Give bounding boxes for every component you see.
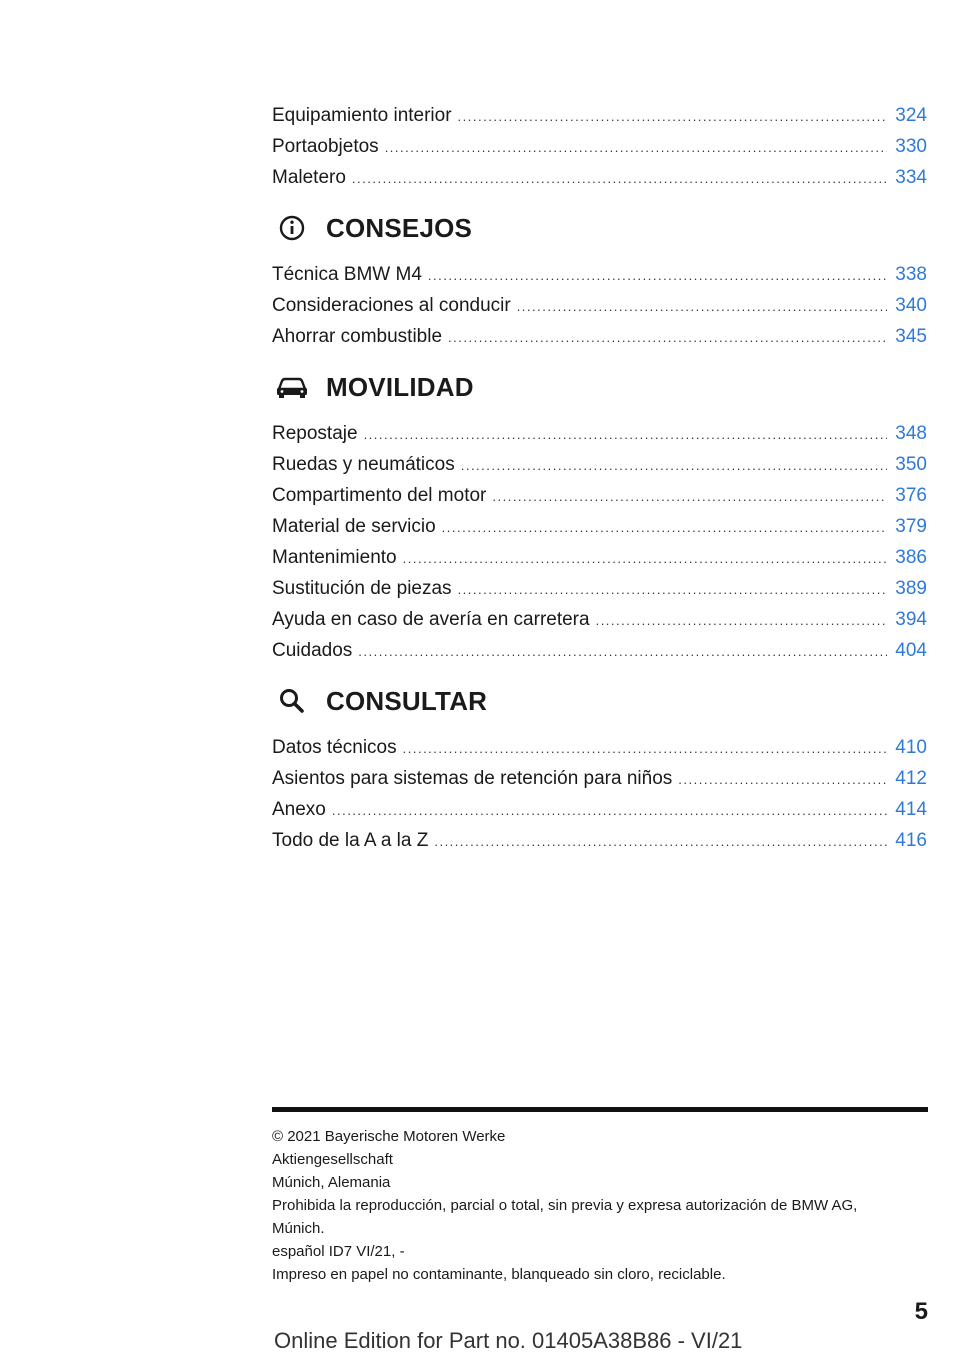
toc-page-link[interactable]: 345 — [895, 326, 927, 347]
toc-entry[interactable] — [272, 635, 927, 666]
toc-entry[interactable] — [272, 418, 927, 449]
toc-entry[interactable] — [272, 573, 927, 604]
toc-page-link[interactable]: 404 — [895, 640, 927, 661]
toc-page-link[interactable]: 376 — [895, 485, 927, 506]
toc-intro-list — [272, 100, 927, 193]
dot-leader — [364, 419, 888, 450]
toc-page-link[interactable]: 412 — [895, 768, 927, 789]
dot-leader — [403, 733, 888, 764]
imprint — [272, 1125, 928, 1286]
toc-page-link[interactable]: 330 — [895, 136, 927, 157]
section-consejos — [272, 203, 927, 352]
dot-leader — [448, 322, 887, 353]
toc-entry-title: Portaobjetos — [272, 136, 379, 157]
toc-entry-title: Todo de la A a la Z — [272, 830, 429, 851]
imprint-line: Prohibida la reproducción, parcial o total, sin previa y expresa autorización de BMW AG, — [272, 1197, 858, 1214]
dot-leader — [352, 163, 887, 194]
toc-entry[interactable] — [272, 480, 927, 511]
toc-page-link[interactable]: 394 — [895, 609, 927, 630]
toc-entry[interactable] — [272, 511, 927, 542]
search-icon — [272, 681, 312, 721]
dot-leader — [358, 636, 887, 667]
table-of-contents — [272, 100, 927, 856]
toc-entry-title: Maletero — [272, 167, 346, 188]
toc-page-link[interactable]: 389 — [895, 578, 927, 599]
toc-entry-title: Técnica BMW M4 — [272, 264, 422, 285]
toc-entry-title: Consideraciones al conducir — [272, 295, 511, 316]
imprint-line: © 2021 Bayerische Motoren Werke — [272, 1128, 506, 1145]
toc-entry-title: Anexo — [272, 799, 326, 820]
section-consultar — [272, 676, 927, 856]
toc-entry[interactable] — [272, 732, 927, 763]
toc-page-link[interactable]: 340 — [895, 295, 927, 316]
page-number: 5 — [914, 1298, 928, 1325]
dot-leader — [458, 101, 888, 132]
dot-leader — [461, 450, 888, 481]
imprint-line: Múnich. — [272, 1220, 325, 1237]
toc-entry-title: Ruedas y neumáticos — [272, 454, 455, 475]
toc-entry[interactable] — [272, 259, 927, 290]
toc-entry-title: Compartimento del motor — [272, 485, 487, 506]
imprint-line: Impreso en papel no contaminante, blanqueado sin cloro, reciclable. — [272, 1266, 726, 1283]
dot-leader — [428, 260, 887, 291]
dot-leader — [678, 764, 887, 795]
dot-leader — [434, 826, 887, 857]
toc-entry[interactable] — [272, 825, 927, 856]
toc-page-link[interactable]: 379 — [895, 516, 927, 537]
toc-entry-title: Asientos para sistemas de retención para niños — [272, 768, 673, 789]
section-movilidad — [272, 362, 927, 666]
toc-page-link[interactable]: 338 — [895, 264, 927, 285]
toc-entry[interactable] — [272, 449, 927, 480]
section-header — [272, 203, 927, 253]
imprint-line: Múnich, Alemania — [272, 1174, 391, 1191]
dot-leader — [385, 132, 888, 163]
toc-entry[interactable] — [272, 794, 927, 825]
toc-page-link[interactable]: 414 — [895, 799, 927, 820]
section-title: CONSEJOS — [326, 212, 473, 243]
section-title: CONSULTAR — [326, 685, 488, 716]
dot-leader — [458, 574, 888, 605]
toc-page-link[interactable]: 410 — [895, 737, 927, 758]
toc-entry-title: Ahorrar combustible — [272, 326, 443, 347]
info-icon — [272, 208, 312, 248]
toc-entry[interactable] — [272, 162, 927, 193]
toc-page-link[interactable]: 348 — [895, 423, 927, 444]
section-header — [272, 676, 927, 726]
imprint-line: Aktiengesellschaft — [272, 1151, 393, 1168]
watermark: Online Edition for Part no. 01405A38B86 - VI/21 — [274, 1328, 743, 1353]
dot-leader — [517, 291, 888, 322]
toc-entry-title: Material de servicio — [272, 516, 436, 537]
toc-page-link[interactable]: 350 — [895, 454, 927, 475]
footer-divider — [272, 1107, 928, 1112]
dot-leader — [332, 795, 887, 826]
toc-entry-title: Datos técnicos — [272, 737, 397, 758]
toc-entry-title: Repostaje — [272, 423, 358, 444]
dot-leader — [492, 481, 887, 512]
toc-entry-title: Mantenimiento — [272, 547, 397, 568]
toc-entry-title: Sustitución de piezas — [272, 578, 452, 599]
toc-entry[interactable] — [272, 100, 927, 131]
section-header — [272, 362, 927, 412]
section-title: MOVILIDAD — [326, 371, 474, 402]
toc-page-link[interactable]: 386 — [895, 547, 927, 568]
toc-entry[interactable] — [272, 321, 927, 352]
toc-entry-title: Cuidados — [272, 640, 353, 661]
toc-entry-title: Ayuda en caso de avería en carretera — [272, 609, 590, 630]
toc-entry[interactable] — [272, 131, 927, 162]
dot-leader — [403, 543, 888, 574]
dot-leader — [442, 512, 888, 543]
toc-entry[interactable] — [272, 542, 927, 573]
toc-page-link[interactable]: 324 — [895, 105, 927, 126]
imprint-line: español ID7 VI/21, - — [272, 1243, 405, 1260]
toc-page-link[interactable]: 334 — [895, 167, 927, 188]
toc-entry[interactable] — [272, 763, 927, 794]
toc-entry[interactable] — [272, 290, 927, 321]
dot-leader — [596, 605, 888, 636]
toc-entry-title: Equipamiento interior — [272, 105, 452, 126]
car-icon — [272, 367, 312, 407]
toc-entry[interactable] — [272, 604, 927, 635]
toc-page-link[interactable]: 416 — [895, 830, 927, 851]
